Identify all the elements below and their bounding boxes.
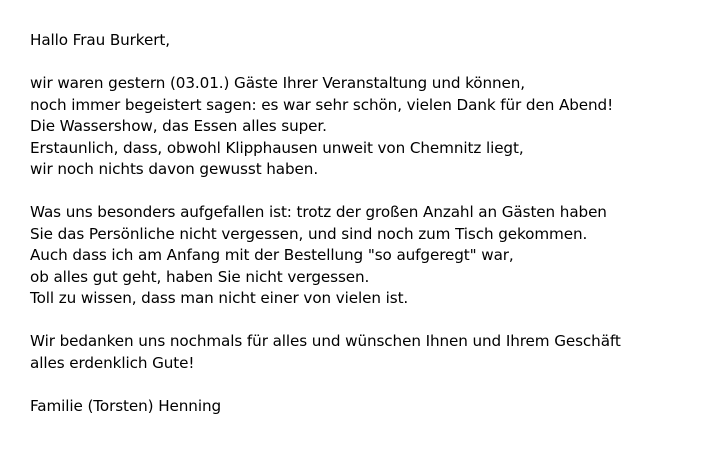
signature: Familie (Torsten) Henning <box>30 396 222 415</box>
paragraph-line: wir waren gestern (03.01.) Gäste Ihrer Veranstaltung und können, <box>30 74 526 92</box>
greeting: Hallo Frau Burkert, <box>30 31 170 49</box>
spacer <box>30 52 710 74</box>
paragraph-line: Sie das Persönliche nicht vergessen, und sind noch zum Tisch gekommen. <box>30 224 588 243</box>
paragraph-3 <box>30 331 710 374</box>
letter-body <box>30 30 710 417</box>
paragraph-line: Toll zu wissen, dass man nicht einer von vielen ist. <box>30 289 409 307</box>
paragraph-line: ob alles gut geht, haben Sie nicht vergessen. <box>30 267 370 286</box>
paragraph-line: alles erdenklich Gute! <box>30 353 195 372</box>
spacer <box>30 374 710 396</box>
paragraph-line: wir noch nichts davon gewusst haben. <box>30 160 319 178</box>
paragraph-1 <box>30 73 710 181</box>
spacer <box>30 181 710 203</box>
spacer <box>30 310 710 332</box>
paragraph-2 <box>30 202 710 310</box>
paragraph-line: Wir bedanken uns nochmals für alles und wünschen Ihnen und Ihrem Geschäft <box>30 332 621 350</box>
paragraph-line: Die Wassershow, das Essen alles super. <box>30 117 327 135</box>
paragraph-line: noch immer begeistert sagen: es war sehr schön, vielen Dank für den Abend! <box>30 95 614 114</box>
paragraph-line: Was uns besonders aufgefallen ist: trotz der großen Anzahl an Gästen haben <box>30 203 607 221</box>
paragraph-line: Erstaunlich, dass, obwohl Klipphausen unweit von Chemnitz liegt, <box>30 138 524 157</box>
paragraph-line: Auch dass ich am Anfang mit der Bestellung "so aufgeregt" war, <box>30 246 514 264</box>
